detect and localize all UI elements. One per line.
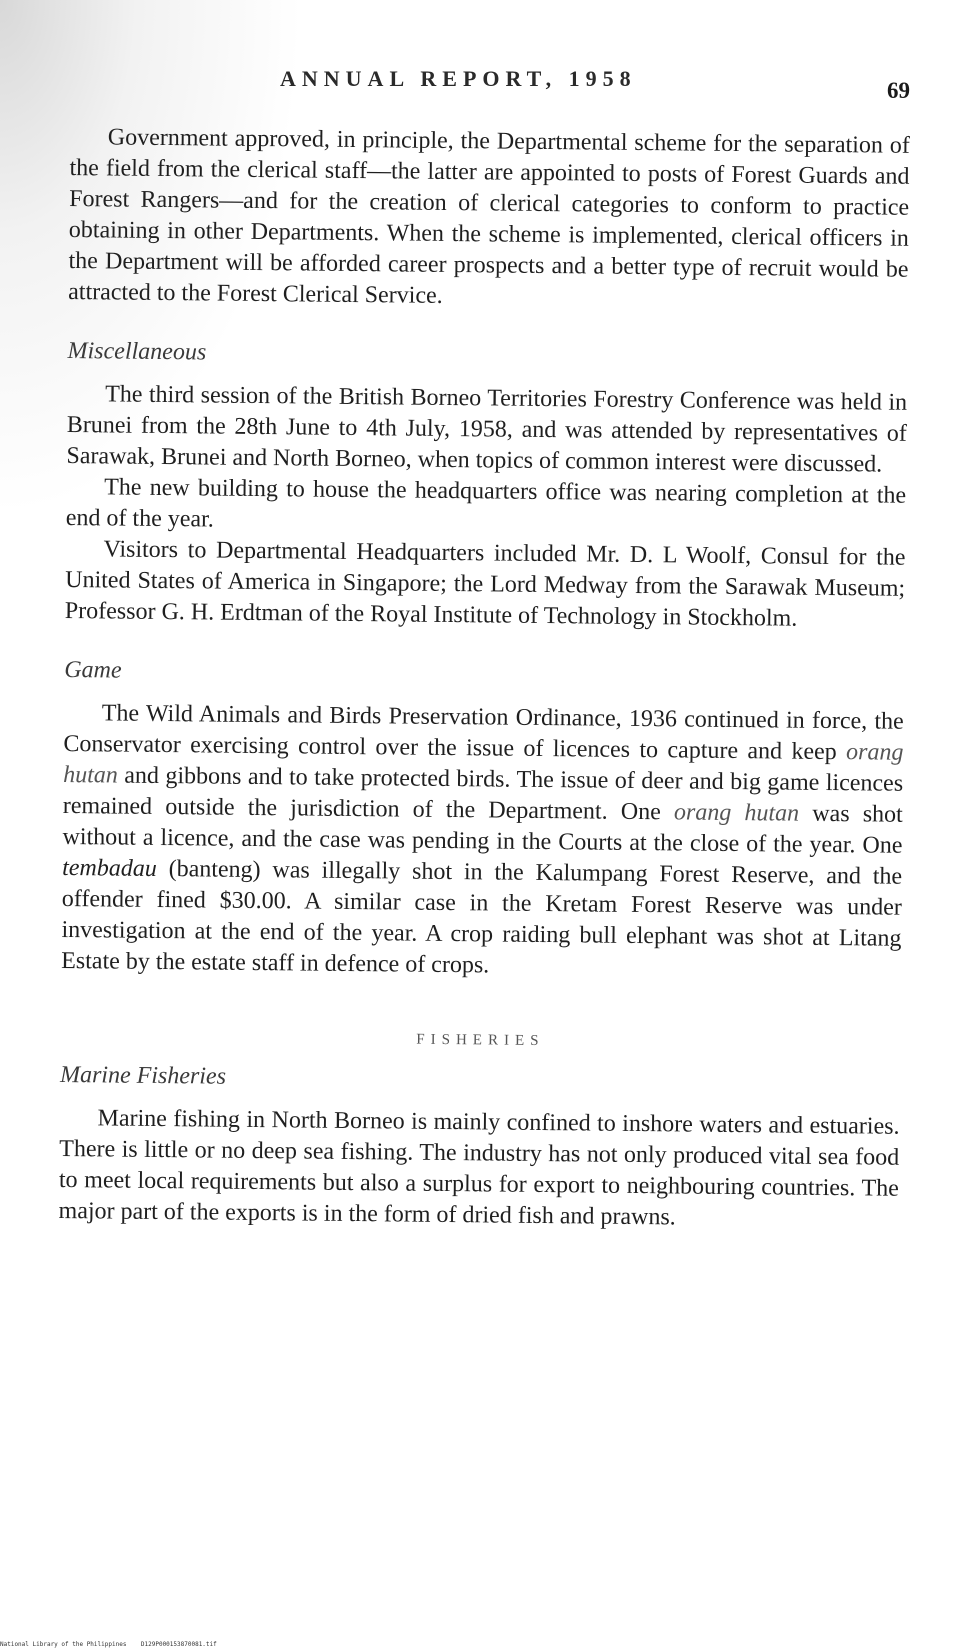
fisheries-section-title: FISHERIES [416, 1031, 545, 1050]
game-text-part-3: was shot without a licence, and the case was pending in the Courts at the close of the year. One [62, 800, 903, 859]
miscellaneous-paragraph-3: Visitors to Departmental Headquarters included Mr. D. L Woolf, Consul for the United States of America in Singapore; the Lord Medway from the Sarawak Museum; Professor G. H. Erdtman of the Royal Institute of Technology in Stockholm. [64, 536, 906, 632]
game-text-part-4: (banteng) was illegally shot in the Kalumpang Forest Reserve, and the offender fined $30.00. A similar case in the Kretam Forest Reserve was under investigation at the end of the year. A crop raiding bull elephant was shot at Litang Estate by the estate staff in defence of crops. [61, 855, 903, 979]
game-term-orang-hutan-1: orang hutan [63, 739, 904, 789]
page-body [58, 122, 910, 1236]
footer-library: National Library of the Philippines [0, 1641, 127, 1648]
page-header [70, 66, 910, 106]
running-head: ANNUAL REPORT, 1958 [280, 66, 637, 91]
page-number: 69 [887, 78, 910, 103]
game-text-part-2: and gibbons and to take protected birds. The issue of deer and big game licences remained outside the jurisdiction of the Department. One [62, 762, 904, 826]
game-paragraph [61, 698, 904, 986]
game-text-part-1: The Wild Animals and Birds Preservation Ordinance, 1936 continued in force, the Conservator exercising control over the issue of licences to capture and keep [63, 700, 904, 766]
game-term-orang-hutan-2: orang hutan [673, 799, 800, 827]
scan-footer [0, 1641, 217, 1648]
miscellaneous-paragraph-2: The new building to house the headquarters office was nearing completion at the end of the year. [65, 474, 907, 533]
miscellaneous-heading: Miscellaneous [67, 337, 207, 366]
miscellaneous-paragraph-1: The third session of the British Borneo Territories Forestry Conference was held in Brunei from the 28th June to 4th July, 1958, and was attended by representatives of Sarawak, Brunei and North Borneo, when topics of common interest were discussed. [66, 381, 908, 478]
game-term-tembadau: tembadau [62, 854, 157, 882]
marine-fisheries-heading: Marine Fisheries [59, 1061, 227, 1090]
game-heading: Game [64, 656, 122, 684]
footer-file-id: D129P000153870081.tif [140, 1641, 217, 1648]
marine-fisheries-paragraph: Marine fishing in North Borneo is mainly confined to inshore waters and estuaries. There is little or no deep sea fishing. The industry has not only produced vital sea food to meet local requirements but also a surplus for export to neighbouring countries. The major part of the exports is in the form of dried fish and prawns. [58, 1105, 900, 1231]
intro-paragraph: Government approved, in principle, the Departmental scheme for the separation of the field from the clerical staff—the latter are appointed to posts of Forest Guards and Forest Rangers—and for the creation of clerical categories to conform to practice obtaining in other Departments. When the scheme is implemented, clerical officers in the Department will be afforded career prospects and a better type of recruit would be attracted to the Forest Clerical Service. [68, 124, 910, 309]
